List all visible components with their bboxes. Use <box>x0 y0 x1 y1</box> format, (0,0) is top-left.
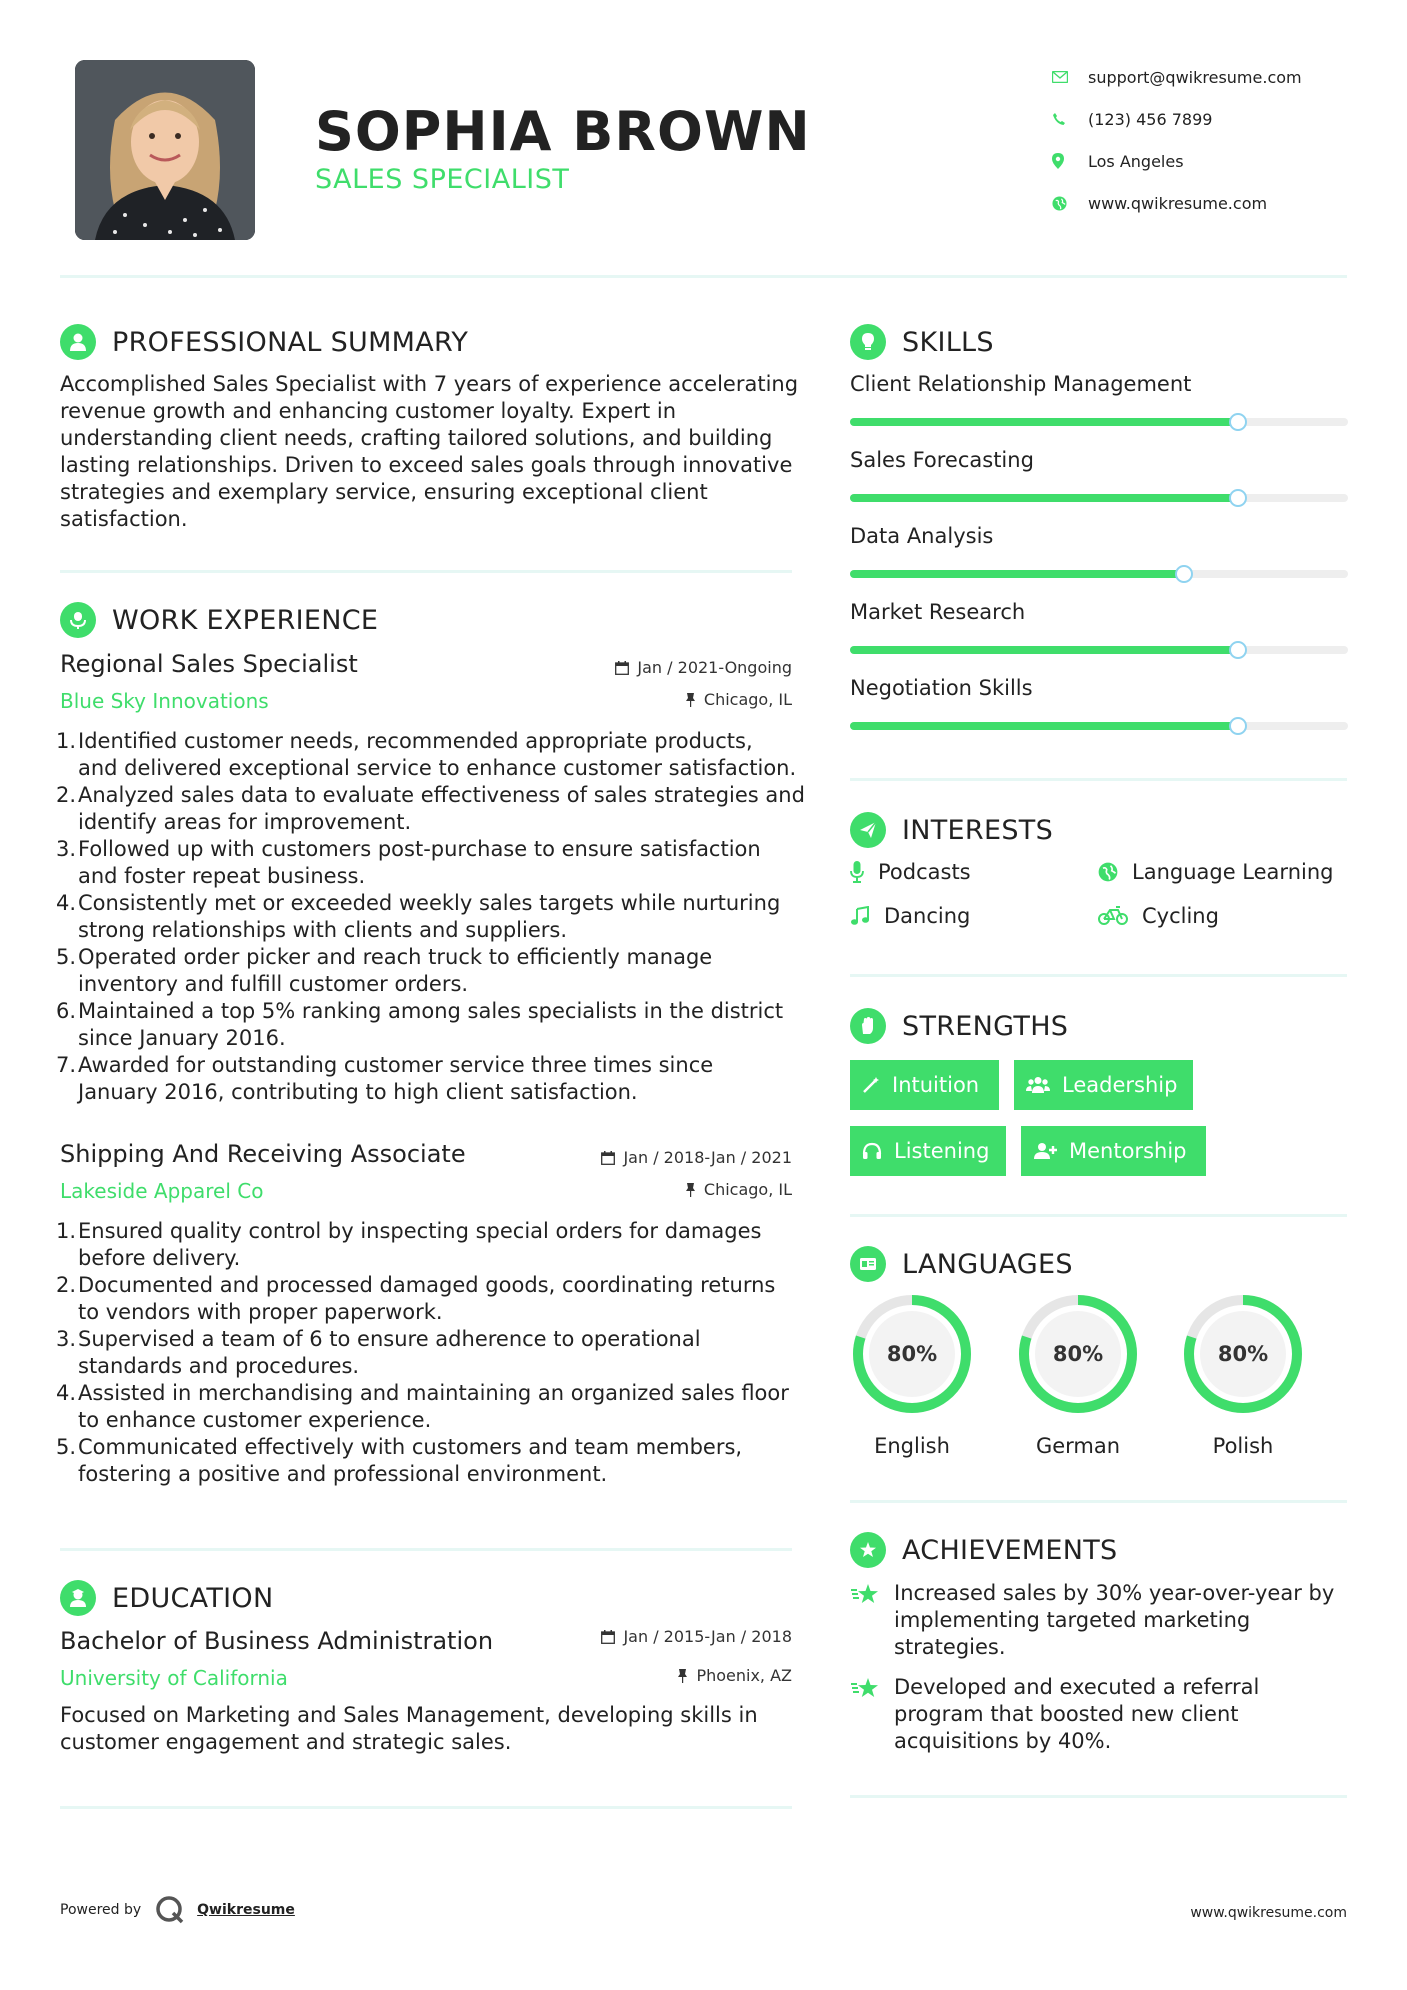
summary-line: Accomplished Sales Specialist with 7 years of experience accelerating <box>60 372 799 396</box>
pushpin-icon <box>685 1183 696 1197</box>
skill-name: Client Relationship Management <box>850 372 1192 396</box>
strength-tag <box>1014 1060 1193 1110</box>
calendar-icon <box>601 1151 615 1165</box>
education-date-text: Jan / 2015-Jan / 2018 <box>623 1627 792 1646</box>
education-heading <box>60 1580 273 1616</box>
language-name: German <box>1035 1434 1121 1458</box>
achievement-line: Increased sales by 30% year-over-year by <box>894 1581 1335 1605</box>
header-divider <box>60 275 1347 278</box>
job-location <box>500 1180 792 1199</box>
skill-bar-knob <box>1229 413 1247 431</box>
globe-icon <box>1098 862 1118 882</box>
contact-phone-text: (123) 456 7899 <box>1088 109 1213 129</box>
contact-email[interactable] <box>1050 56 1380 98</box>
language-item <box>850 1292 974 1458</box>
interest-podcasts <box>850 860 971 884</box>
list-item: 1. Ensured quality control by inspecting special orders for damages before delivery. <box>56 1219 762 1270</box>
job-duties <box>56 1218 810 1488</box>
language-item <box>1181 1292 1305 1458</box>
education-date <box>500 1627 792 1646</box>
powered-by-text: Powered by <box>60 1902 142 1918</box>
job-location-text: Chicago, IL <box>703 1180 792 1199</box>
skill-item <box>850 600 1348 654</box>
skill-name: Sales Forecasting <box>850 448 1034 472</box>
skill-bar-knob <box>1175 565 1193 583</box>
summary-heading <box>60 324 468 360</box>
interest-label: Language Learning <box>1132 860 1334 884</box>
skill-bar-fill <box>850 418 1238 426</box>
skills-heading-text: SKILLS <box>902 326 994 358</box>
skill-bar-fill <box>850 570 1184 578</box>
strength-tag <box>850 1126 1006 1176</box>
list-item: 1. Identified customer needs, recommended appropriate products, and delivered exceptional service to enhance customer satisfaction. <box>56 729 797 780</box>
globe-icon <box>1050 196 1088 211</box>
skill-bar <box>850 418 1348 426</box>
skill-bar <box>850 722 1348 730</box>
skill-name: Negotiation Skills <box>850 676 1033 700</box>
language-percent: 80% <box>1052 1342 1104 1366</box>
section-divider <box>60 1548 792 1551</box>
contact-email-text: support@qwikresume.com <box>1088 67 1302 87</box>
achievements-heading <box>850 1532 1118 1568</box>
job-location-text: Chicago, IL <box>703 690 792 709</box>
profile-photo <box>75 60 255 240</box>
lightbulb-icon <box>850 324 886 360</box>
star-icon <box>850 1580 894 1661</box>
section-divider <box>60 1806 792 1809</box>
star-icon <box>850 1674 894 1755</box>
skill-bar-fill <box>850 494 1238 502</box>
section-divider <box>850 1214 1347 1217</box>
contact-list <box>1050 56 1380 224</box>
list-item: 5. Operated order picker and reach truck to efficiently manage inventory and fulfill customer orders. <box>56 945 713 996</box>
pushpin-icon <box>677 1669 688 1683</box>
paper-plane-icon <box>850 812 886 848</box>
phone-icon <box>1050 112 1088 126</box>
skills-heading <box>850 324 994 360</box>
section-divider <box>850 1795 1347 1798</box>
interests-heading-text: INTERESTS <box>902 814 1054 846</box>
skill-bar <box>850 646 1348 654</box>
skill-bar <box>850 494 1348 502</box>
language-percent: 80% <box>886 1342 938 1366</box>
strength-label: Listening <box>894 1139 990 1163</box>
music-note-icon <box>850 906 870 926</box>
calendar-icon <box>615 661 629 675</box>
work-heading <box>60 602 378 638</box>
achievement-line: acquisitions by 40%. <box>894 1729 1112 1753</box>
interest-language-learning <box>1098 860 1333 884</box>
star-badge-icon <box>850 1532 886 1568</box>
section-divider <box>850 778 1347 781</box>
summary-text <box>60 371 800 533</box>
list-item: 2. Documented and processed damaged goods, coordinating returns to vendors with proper paperwork. <box>56 1273 776 1324</box>
summary-line: revenue growth and enhancing customer loyalty. Expert in <box>60 399 677 423</box>
contact-website-text: www.qwikresume.com <box>1088 193 1268 213</box>
bicycle-icon <box>1098 906 1128 926</box>
interest-dancing <box>850 904 970 928</box>
language-name: English <box>874 1434 950 1458</box>
strengths-heading <box>850 1008 1068 1044</box>
summary-line: lasting relationships. Driven to exceed sales goals through innovative <box>60 453 793 477</box>
job-company: Lakeside Apparel Co <box>60 1179 264 1203</box>
user-icon <box>60 324 96 360</box>
strength-label: Intuition <box>892 1073 980 1097</box>
section-divider <box>850 1500 1347 1503</box>
list-item: 5. Communicated effectively with customers and team members, fostering a positive and professional environment. <box>56 1435 743 1486</box>
job-date-text: Jan / 2021-Ongoing <box>637 658 792 677</box>
strength-label: Leadership <box>1062 1073 1178 1097</box>
list-item: 4. Assisted in merchandising and maintaining an organized sales floor to enhance customer experience. <box>56 1381 789 1432</box>
job-date <box>500 658 792 677</box>
graduation-icon <box>60 1580 96 1616</box>
skill-item <box>850 448 1348 502</box>
interest-cycling <box>1098 904 1219 928</box>
skill-bar-knob <box>1229 641 1247 659</box>
job-company: Blue Sky Innovations <box>60 689 269 713</box>
strengths-heading-text: STRENGTHS <box>902 1010 1069 1042</box>
qwikresume-logo-icon <box>155 1895 185 1925</box>
list-item: 6. Maintained a top 5% ranking among sales specialists in the district since January 2016. <box>56 999 784 1050</box>
job-title: Shipping And Receiving Associate <box>60 1140 466 1168</box>
location-pin-icon <box>1050 153 1088 169</box>
user-plus-icon <box>1033 1142 1057 1160</box>
summary-line: strategies and exemplary service, ensuring exceptional client <box>60 480 708 504</box>
magic-wand-icon <box>862 1076 880 1094</box>
job-date-text: Jan / 2018-Jan / 2021 <box>623 1148 792 1167</box>
interests-heading <box>850 812 1053 848</box>
contact-website[interactable] <box>1050 182 1380 224</box>
calendar-icon <box>601 1630 615 1644</box>
skill-bar-knob <box>1229 489 1247 507</box>
skill-item <box>850 372 1348 426</box>
education-line: customer engagement and strategic sales. <box>60 1730 512 1754</box>
list-item: 2. Analyzed sales data to evaluate effectiveness of sales strategies and identify areas for improvement. <box>56 783 805 834</box>
section-divider <box>60 570 792 573</box>
language-name: Polish <box>1212 1434 1274 1458</box>
skill-bar-knob <box>1229 717 1247 735</box>
achievement-item <box>850 1674 1347 1755</box>
achievement-line: implementing targeted marketing <box>894 1608 1251 1632</box>
job-date <box>500 1148 792 1167</box>
education-line: Focused on Marketing and Sales Management, developing skills in <box>60 1703 758 1727</box>
footer-url[interactable]: www.qwikresume.com <box>1190 1905 1347 1921</box>
list-item: 4. Consistently met or exceeded weekly sales targets while nurturing strong relationships with clients and suppliers. <box>56 891 781 942</box>
candidate-name: SOPHIA BROWN <box>315 100 811 163</box>
education-heading-text: EDUCATION <box>112 1582 274 1614</box>
job-title: Regional Sales Specialist <box>60 650 358 678</box>
candidate-title: SALES SPECIALIST <box>315 164 570 195</box>
education-location <box>500 1666 792 1685</box>
list-item: 3. Followed up with customers post-purchase to ensure satisfaction and foster repeat business. <box>56 837 761 888</box>
summary-line: satisfaction. <box>60 507 188 531</box>
achievements-heading-text: ACHIEVEMENTS <box>902 1534 1118 1566</box>
brand-link[interactable]: Qwikresume <box>197 1902 295 1918</box>
microphone-icon <box>850 861 864 883</box>
languages-heading <box>850 1246 1073 1282</box>
footer-powered-by <box>60 1895 295 1925</box>
summary-heading-text: PROFESSIONAL SUMMARY <box>112 326 469 358</box>
pushpin-icon <box>685 693 696 707</box>
achievement-line: Developed and executed a referral <box>894 1675 1260 1699</box>
strength-tag <box>850 1060 999 1110</box>
section-divider <box>850 974 1347 977</box>
work-heading-text: WORK EXPERIENCE <box>112 604 379 636</box>
language-percent: 80% <box>1217 1342 1269 1366</box>
list-item: 3. Supervised a team of 6 to ensure adherence to operational standards and procedures. <box>56 1327 701 1378</box>
education-description <box>60 1702 810 1756</box>
contact-location-text: Los Angeles <box>1088 151 1184 171</box>
interest-label: Dancing <box>884 904 971 928</box>
job-location <box>500 690 792 709</box>
skill-name: Market Research <box>850 600 1026 624</box>
language-item <box>1016 1292 1140 1458</box>
skill-bar <box>850 570 1348 578</box>
briefcase-icon <box>60 602 96 638</box>
skill-item <box>850 524 1348 578</box>
languages-heading-text: LANGUAGES <box>902 1248 1073 1280</box>
id-card-icon <box>850 1246 886 1282</box>
skill-name: Data Analysis <box>850 524 994 548</box>
interest-label: Cycling <box>1142 904 1219 928</box>
contact-phone[interactable] <box>1050 98 1380 140</box>
skill-bar-fill <box>850 722 1238 730</box>
contact-location <box>1050 140 1380 182</box>
achievement-line: strategies. <box>894 1635 1006 1659</box>
users-icon <box>1026 1076 1050 1094</box>
strength-label: Mentorship <box>1069 1139 1187 1163</box>
headphones-icon <box>862 1142 882 1160</box>
skill-item <box>850 676 1348 730</box>
job-duties <box>56 728 810 1106</box>
strength-tag <box>1021 1126 1206 1176</box>
achievement-line: program that boosted new client <box>894 1702 1239 1726</box>
skill-bar-fill <box>850 646 1238 654</box>
list-item: 7. Awarded for outstanding customer service three times since January 2016, contributing to high client satisfaction. <box>56 1053 714 1104</box>
achievement-item <box>850 1580 1347 1661</box>
degree-title: Bachelor of Business Administration <box>60 1627 494 1655</box>
education-location-text: Phoenix, AZ <box>696 1666 792 1685</box>
email-icon <box>1050 71 1088 83</box>
summary-line: understanding client needs, crafting tailored solutions, and building <box>60 426 773 450</box>
school-name: University of California <box>60 1666 288 1690</box>
hand-icon <box>850 1008 886 1044</box>
interest-label: Podcasts <box>878 860 971 884</box>
